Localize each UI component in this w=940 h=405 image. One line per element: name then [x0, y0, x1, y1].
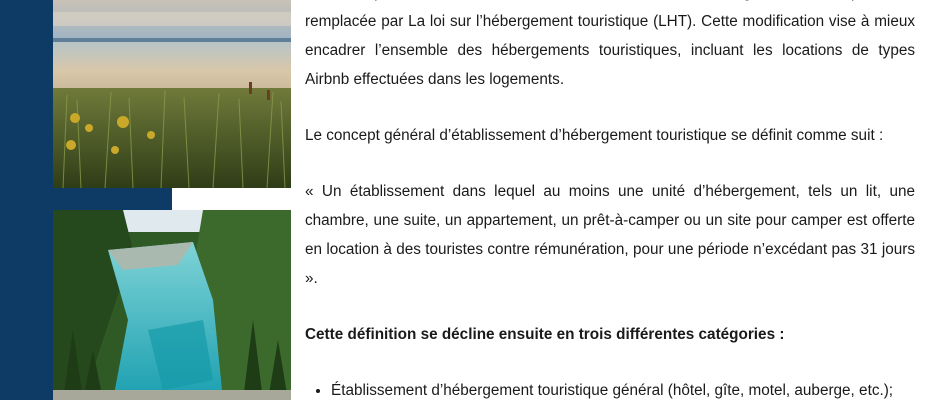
sidebar-band-step: [53, 188, 172, 210]
document-body: [305, 0, 915, 405]
list-item: • Établissement d’hébergement touristique général (hôtel, gîte, motel, auberge, etc.);: [331, 376, 915, 405]
categories-list: [305, 376, 915, 405]
categories-heading: Cette définition se décline ensuite en trois différentes catégories :: [305, 326, 785, 343]
definition-quote: « Un établissement dans lequel au moins une unité d’hébergement, tels un lit, une chambre, une suite, un appartement, un prêt-à-camper ou un site pour camper est offerte en location à des touristes contre rémunération, pour une période n’excédant pas 31 jours ».: [305, 183, 915, 287]
turquoise-river-forest-photo: [53, 210, 291, 400]
concept-paragraph: Le concept général d’établissement d’hébergement touristique se définit comme suit :: [305, 127, 884, 144]
intro-paragraph: remplacée par La loi sur l’hébergement touristique (LHT). Cette modification vise à mieux encadrer l’ensemble des hébergements touristiques, incluant les locations de types Airbnb effectuées dans les logements.: [305, 13, 915, 88]
lakeshore-grass-photo: [53, 0, 291, 188]
sidebar-band: [0, 0, 53, 400]
